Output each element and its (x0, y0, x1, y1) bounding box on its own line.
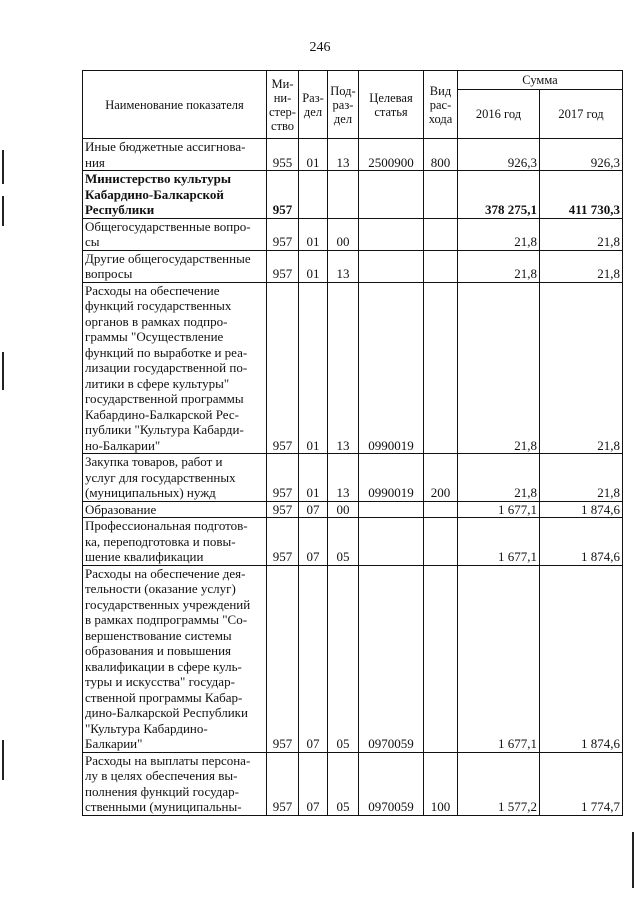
header-ministry: Ми- ни- стер- ство (267, 71, 299, 139)
header-name: Наименование показателя (83, 71, 267, 139)
row-section: 01 (299, 282, 328, 454)
row-target (359, 218, 424, 250)
row-target: 2500900 (359, 139, 424, 171)
row-subsection: 13 (328, 454, 359, 502)
budget-table (82, 70, 623, 816)
table-body (83, 139, 623, 816)
row-name: Общегосударственные вопро- сы (83, 218, 267, 250)
table-row (83, 250, 623, 282)
row-amount-2017: 21,8 (540, 282, 623, 454)
row-amount-2016: 378 275,1 (458, 171, 540, 219)
row-amount-2017: 926,3 (540, 139, 623, 171)
row-expense-type (424, 282, 458, 454)
row-target: 0970059 (359, 752, 424, 815)
row-amount-2017: 21,8 (540, 218, 623, 250)
row-section: 01 (299, 454, 328, 502)
row-target: 0990019 (359, 454, 424, 502)
row-amount-2016: 21,8 (458, 282, 540, 454)
row-amount-2016: 21,8 (458, 454, 540, 502)
row-amount-2017: 1 874,6 (540, 565, 623, 752)
row-amount-2016: 21,8 (458, 250, 540, 282)
row-amount-2017: 21,8 (540, 454, 623, 502)
row-amount-2017: 411 730,3 (540, 171, 623, 219)
row-expense-type: 100 (424, 752, 458, 815)
row-ministry: 957 (267, 171, 299, 219)
row-section: 01 (299, 139, 328, 171)
page-number: 246 (309, 40, 331, 55)
row-target: 0970059 (359, 565, 424, 752)
row-target: 0990019 (359, 282, 424, 454)
header-year-2016: 2016 год (458, 90, 540, 139)
row-name: Профессиональная подготов- ка, переподготовка и повы- шение квалификации (83, 518, 267, 566)
row-subsection: 13 (328, 282, 359, 454)
row-ministry: 957 (267, 250, 299, 282)
row-name: Министерство культуры Кабардино-Балкарской Республики (83, 171, 267, 219)
row-amount-2017: 1 874,6 (540, 518, 623, 566)
row-name: Расходы на обеспечение функций государственных органов в рамках подпро- граммы "Осуществление функций по выработке и реа- лизации государственной по- литики в сфере культуры" государственной программы Кабардино-Балкарской Рес- публики "Культура Кабарди- но-Балкарии" (83, 282, 267, 454)
row-target (359, 501, 424, 518)
scan-mark (2, 740, 4, 780)
row-amount-2016: 1 577,2 (458, 752, 540, 815)
row-section: 07 (299, 501, 328, 518)
table-row (83, 518, 623, 566)
row-section: 07 (299, 518, 328, 566)
table-row (83, 139, 623, 171)
table-row (83, 282, 623, 454)
row-amount-2017: 21,8 (540, 250, 623, 282)
row-name: Расходы на выплаты персона- лу в целях обеспечения вы- полнения функций государ- ственными (муниципальны- (83, 752, 267, 815)
row-ministry: 957 (267, 454, 299, 502)
row-target (359, 518, 424, 566)
row-target (359, 250, 424, 282)
row-expense-type: 200 (424, 454, 458, 502)
row-amount-2016: 1 677,1 (458, 518, 540, 566)
table-row (83, 454, 623, 502)
scan-mark (632, 832, 634, 888)
row-subsection: 13 (328, 250, 359, 282)
row-ministry: 957 (267, 518, 299, 566)
scan-mark (2, 196, 4, 226)
header-expense-type: Вид рас- хода (424, 71, 458, 139)
row-subsection: 00 (328, 218, 359, 250)
row-name: Другие общегосударственные вопросы (83, 250, 267, 282)
row-name: Иные бюджетные ассигнова- ния (83, 139, 267, 171)
row-expense-type (424, 171, 458, 219)
row-name: Расходы на обеспечение дея- тельности (оказание услуг) государственных учреждений в рамках подпрограммы "Со- вершенствование системы образования и повышения квалификации в сфере куль- туры и искусства" государ- ственной программы Кабар- дино-Балкарской Республики "Культура Кабардино- Балкарии" (83, 565, 267, 752)
header-section: Раз- дел (299, 71, 328, 139)
row-target (359, 171, 424, 219)
row-amount-2016: 21,8 (458, 218, 540, 250)
row-expense-type (424, 518, 458, 566)
row-expense-type (424, 501, 458, 518)
header-sum: Сумма (458, 71, 623, 90)
table-row (83, 565, 623, 752)
row-name: Образование (83, 501, 267, 518)
row-amount-2016: 926,3 (458, 139, 540, 171)
row-section: 07 (299, 565, 328, 752)
table-row (83, 752, 623, 815)
row-section (299, 171, 328, 219)
scan-mark (2, 352, 4, 390)
row-ministry: 957 (267, 218, 299, 250)
row-amount-2017: 1 874,6 (540, 501, 623, 518)
row-ministry: 957 (267, 282, 299, 454)
row-section: 01 (299, 218, 328, 250)
row-ministry: 957 (267, 752, 299, 815)
row-subsection: 00 (328, 501, 359, 518)
table-row (83, 171, 623, 219)
row-subsection: 05 (328, 752, 359, 815)
row-subsection: 05 (328, 565, 359, 752)
row-subsection: 05 (328, 518, 359, 566)
table-row (83, 501, 623, 518)
row-ministry: 957 (267, 565, 299, 752)
row-expense-type (424, 218, 458, 250)
row-expense-type: 800 (424, 139, 458, 171)
row-ministry: 955 (267, 139, 299, 171)
row-expense-type (424, 565, 458, 752)
row-section: 01 (299, 250, 328, 282)
header-target: Целевая статья (359, 71, 424, 139)
row-amount-2016: 1 677,1 (458, 565, 540, 752)
scan-mark (2, 150, 4, 184)
row-subsection: 13 (328, 139, 359, 171)
row-expense-type (424, 250, 458, 282)
header-subsection: Под- раз- дел (328, 71, 359, 139)
row-subsection (328, 171, 359, 219)
row-ministry: 957 (267, 501, 299, 518)
table-row (83, 218, 623, 250)
row-amount-2017: 1 774,7 (540, 752, 623, 815)
header-year-2017: 2017 год (540, 90, 623, 139)
row-section: 07 (299, 752, 328, 815)
row-name: Закупка товаров, работ и услуг для государственных (муниципальных) нужд (83, 454, 267, 502)
row-amount-2016: 1 677,1 (458, 501, 540, 518)
